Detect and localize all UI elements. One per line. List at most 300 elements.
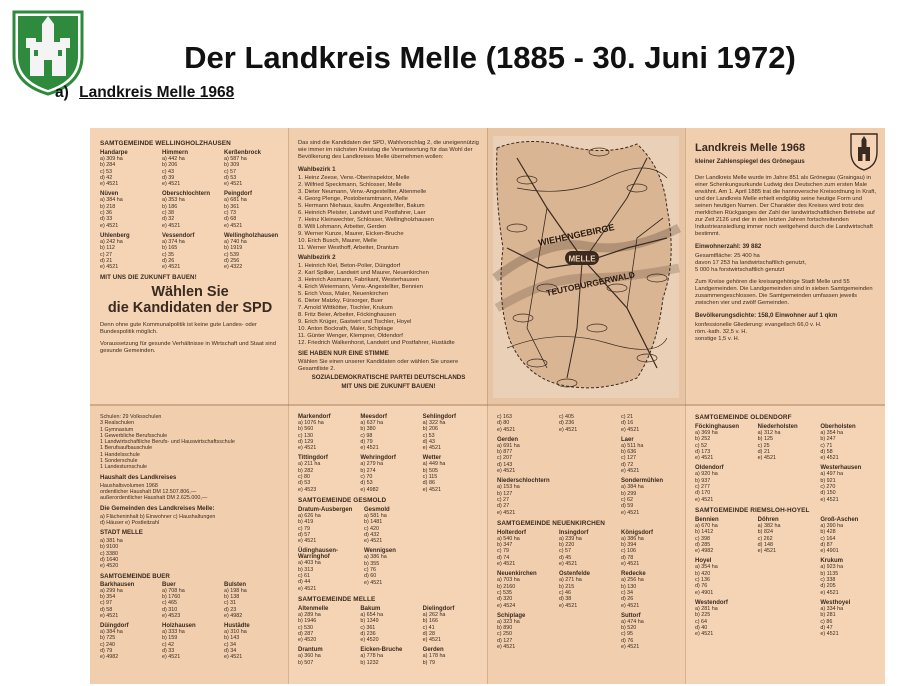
municipality-name: Redecke xyxy=(621,571,646,578)
intro-text: Das sind die Kandidaten der SPD, Wahlvorschlag 2, die uneigennützig wie immer im nächsten Kreistag die Verantwortung für das Wohl der Bevölkerung des Landkreises Melle übernehmen wollen: xyxy=(298,140,479,160)
municipality-figure: a) 239 ha xyxy=(559,535,582,542)
municipality-figure: b) 419 xyxy=(298,519,314,526)
municipality-figure: d) 28 xyxy=(422,630,435,637)
municipality-figure: a) 442 ha xyxy=(162,156,185,162)
municipality-name: Bakum xyxy=(360,605,381,612)
municipality-name: Suttorf xyxy=(621,612,641,619)
municipality-figure: a) 198 ha xyxy=(224,587,247,594)
municipality-figure: e) 4521 xyxy=(360,445,379,452)
coat-of-arms-icon xyxy=(849,132,879,172)
municipality-figure: c) 115 xyxy=(422,474,438,481)
municipality-figure: a) 178 ha xyxy=(422,653,446,660)
municipality-figure: c) 79 xyxy=(298,525,310,532)
municipality-figure: c) 64 xyxy=(695,618,707,625)
municipality-figure: b) 428 xyxy=(820,529,836,536)
text-line: 10. Erich Busch, Maurer, Melle xyxy=(298,238,377,244)
municipality-name: Insingdorf xyxy=(559,529,589,536)
municipality-row xyxy=(497,530,677,567)
municipality-figure: d) 236 xyxy=(360,630,376,637)
municipality-figure: e) 4521 xyxy=(757,455,776,462)
municipality-name: Dratum-Ausbergen xyxy=(298,506,353,513)
fold-line xyxy=(685,128,686,684)
municipality-figure: c) 250 xyxy=(497,631,512,638)
municipality-figure: d) 76 xyxy=(621,637,634,644)
county-map xyxy=(487,128,685,404)
municipality-figure: a) 384 ha xyxy=(100,197,123,204)
text-line: Gesamtfläche: 25 400 ha xyxy=(695,253,760,259)
text-line: a) 381 ha xyxy=(100,538,123,545)
municipality-figure: a) 310 ha xyxy=(224,629,247,636)
municipality-row xyxy=(695,600,877,637)
one-vote-heading: SIE HABEN NUR EINE STIMME xyxy=(298,350,389,357)
section-header: STADT MELLE xyxy=(100,529,143,537)
municipality-figure: b) 347 xyxy=(497,542,513,549)
municipality-figure: e) 4982 xyxy=(695,548,714,555)
panel-map xyxy=(487,128,685,404)
text-line: 9. Werner Kunze, Maurer, Eicken-Bruche xyxy=(298,231,404,237)
municipality-figure: b) 890 xyxy=(497,625,513,632)
municipality-figure: a) 386 ha xyxy=(364,554,387,561)
text-line: konfessionelle Gliederung: evangelisch 66,0 v. H. xyxy=(695,322,822,328)
municipality-figure: e) 4523 xyxy=(162,612,181,619)
municipality-figure: e) 4521 xyxy=(422,445,441,452)
municipality-figure: b) 284 xyxy=(100,162,116,169)
municipality-figure: a) 1076 ha xyxy=(298,420,324,426)
municipality-figure: c) 539 xyxy=(224,251,239,258)
municipality-figure: a) 581 ha xyxy=(364,512,387,519)
municipality-figure: b) 138 xyxy=(224,593,240,600)
municipality-figure: a) 354 ha xyxy=(820,430,844,436)
municipality-figure: c) 130 xyxy=(298,432,313,439)
municipality-figure: b) 2160 xyxy=(497,583,516,590)
municipality-grid xyxy=(298,414,479,493)
municipality-row xyxy=(497,437,677,474)
panel-gesmold-melle xyxy=(288,406,487,684)
municipality-name: Hustädte xyxy=(224,623,250,630)
municipality-figure: d) 72 xyxy=(621,461,634,468)
municipality-entry xyxy=(162,582,218,619)
municipality-figure: d) 432 xyxy=(364,531,380,538)
municipality-figure: b) 725 xyxy=(100,635,116,642)
municipality-entry xyxy=(100,191,156,228)
municipality-figure: e) 4521 xyxy=(364,579,383,586)
municipality-figure: d) 143 xyxy=(497,461,513,468)
municipality-name: Neuenkirchen xyxy=(497,571,537,578)
municipality-figure: c) 398 xyxy=(695,535,710,542)
municipality-figure: d) 59 xyxy=(621,503,634,510)
text-line: 6. Dieter Matzky, Fürsorger, Buer xyxy=(298,298,383,304)
municipality-figure: d) 76 xyxy=(695,583,708,590)
cover-title: Landkreis Melle 1968 xyxy=(695,142,806,154)
municipality-figure: e) 4521 xyxy=(422,486,441,493)
municipality-name: Oldendorf xyxy=(695,465,724,472)
municipality-figure: b) 247 xyxy=(820,436,836,443)
municipality-name: Königsdorf xyxy=(621,529,653,536)
municipality-figure: e) 4521 xyxy=(497,468,516,475)
municipality-entry xyxy=(224,150,280,187)
municipality-figure: e) 4521 xyxy=(559,602,578,609)
municipality-row xyxy=(100,623,280,660)
text-line: 5. Erich Voss, Maler, Neuenkirchen xyxy=(298,291,389,297)
municipality-figure: e) 4521 xyxy=(100,181,119,188)
text-line: 3 Realschulen xyxy=(100,420,135,427)
section-header: SAMTGEMEINDE OLDENDORF xyxy=(695,414,792,421)
municipality-figure: b) 380 xyxy=(360,426,376,433)
municipality-entry xyxy=(695,465,752,502)
municipality-figure: c) 240 xyxy=(100,641,115,648)
municipality-figure: e) 4521 xyxy=(820,589,839,596)
municipality-row xyxy=(100,150,280,187)
municipality-figure: a) 474 ha xyxy=(621,618,644,625)
municipality-figure: b) 159 xyxy=(162,635,178,642)
municipality-figure: c) 42 xyxy=(162,641,174,648)
section-header: SAMTGEMEINDE GESMOLD xyxy=(298,496,387,504)
municipality-figure: a) 333 ha xyxy=(162,629,185,636)
municipality-figure: e) 4521 xyxy=(621,644,640,651)
text-line: 7. Heinz Kleinwechter, Schlosser, Wellingholzhausen xyxy=(298,217,434,223)
municipality-figure: d) 26 xyxy=(621,596,634,603)
municipality-name: Gerden xyxy=(422,647,444,654)
municipality-figure: b) 220 xyxy=(559,542,575,549)
municipality-figure: b) 112 xyxy=(100,245,115,252)
municipality-figure: d) 256 xyxy=(224,257,240,264)
municipality-row xyxy=(298,548,479,591)
paragraph: Denn ohne gute Kommunalpolitik ist keine gute Landes- oder Bundespolitik möglich. xyxy=(100,322,257,336)
municipality-figure: c) 163 xyxy=(497,414,512,420)
municipality-figure: b) 313 xyxy=(298,566,314,573)
municipality-figure: a) 923 ha xyxy=(820,564,844,571)
text-line: 2. Karl Spilker, Landwirt und Maurer, Neuenkirchen xyxy=(298,270,429,276)
municipality-figure: b) 281 xyxy=(820,612,836,619)
municipality-figure: e) 4521 xyxy=(298,538,317,545)
municipality-figure: c) 136 xyxy=(695,577,710,584)
municipality-entry xyxy=(695,517,752,554)
schools-list xyxy=(100,414,280,471)
municipality-entry xyxy=(621,613,677,650)
municipality-figure: a) 211 ha xyxy=(298,461,321,468)
municipality-figure: d) 87 xyxy=(820,541,833,548)
municipality-entry xyxy=(298,414,354,451)
municipality-figure: a) 256 ha xyxy=(621,577,644,584)
text-line: 4. Erich Weiermann, Verw.-Angestellter, Bennien xyxy=(298,284,423,290)
municipality-entry xyxy=(621,478,677,515)
municipality-figure: a) 449 ha xyxy=(422,461,446,468)
text-line: d) Häuser e) Postleitzahl xyxy=(100,519,160,526)
municipality-name: Düingdorf xyxy=(100,623,129,630)
municipality-figure: d) 33 xyxy=(162,648,175,655)
municipality-figure: e) 4521 xyxy=(422,637,441,644)
municipality-entry xyxy=(360,455,416,492)
municipality-figure: c) 62 xyxy=(621,496,633,503)
municipality-entry xyxy=(621,437,677,474)
municipality-entry xyxy=(497,478,553,515)
text-line: 12. Friedrich Walkenhorst, Landwirt und Postfahrer, Hustädte xyxy=(298,340,455,346)
municipality-figure: a) 334 ha xyxy=(820,605,844,612)
municipality-figure: c) 53 xyxy=(422,432,435,439)
municipality-figure: e) 4901 xyxy=(820,548,839,555)
municipality-figure: e) 4521 xyxy=(224,222,243,229)
municipality-figure: a) 587 ha xyxy=(224,156,247,162)
municipality-figure: e) 4521 xyxy=(162,181,181,188)
municipality-figure: b) 394 xyxy=(621,542,637,549)
text-line: 1 Berufsaufbauschule xyxy=(100,445,153,452)
panel-wellingholzhausen xyxy=(90,128,288,404)
municipality-row xyxy=(497,414,677,433)
municipality-figure: c) 164 xyxy=(820,535,836,542)
municipality-figure: a) 153 ha xyxy=(497,484,520,491)
municipality-figure: a) 670 ha xyxy=(695,522,718,529)
municipality-entry xyxy=(758,600,815,637)
text-line: Schulen: 29 Volksschulen xyxy=(100,414,162,420)
municipality-figure: d) 170 xyxy=(695,490,711,497)
municipality-entry xyxy=(364,548,424,591)
municipality-entry xyxy=(298,455,354,492)
denomination-block xyxy=(695,322,877,343)
municipality-figure: b) 1946 xyxy=(298,618,317,625)
municipality-name: Uhlenberg xyxy=(100,232,130,239)
municipality-figure: c) 465 xyxy=(162,600,177,607)
municipality-figure: e) 4521 xyxy=(298,585,317,592)
municipality-figure: e) 4521 xyxy=(621,468,640,475)
density: Bevölkerungsdichte: 158,0 Einwohner auf 1 qkm xyxy=(695,312,838,319)
municipality-figure: d) 47 xyxy=(820,624,833,631)
municipality-name: Westhoyel xyxy=(820,599,851,606)
municipality-figure: a) 708 ha xyxy=(162,587,185,594)
municipality-figure: d) 23 xyxy=(224,606,237,613)
municipality-figure: c) 530 xyxy=(298,624,313,631)
municipality-figure: b) 125 xyxy=(757,436,773,443)
municipality-name: Eicken-Bruche xyxy=(360,647,403,654)
municipality-figure: d) 150 xyxy=(820,490,836,497)
municipality-figure: d) 38 xyxy=(559,596,572,603)
municipality-figure: b) 206 xyxy=(422,426,438,433)
municipality-figure: a) 920 ha xyxy=(695,471,718,478)
municipality-figure: a) 384 ha xyxy=(100,629,123,636)
text-line: 3. Heinrich Assmann, Fabrikant, Westerhausen xyxy=(298,277,420,283)
municipality-figure: b) 299 xyxy=(621,490,637,497)
municipality-figure: d) 74 xyxy=(497,554,510,561)
municipality-entry xyxy=(621,571,677,608)
municipality-figure: d) 40 xyxy=(695,624,708,631)
municipality-entry xyxy=(423,414,479,451)
municipality-row xyxy=(298,455,479,492)
municipality-figure: a) 279 ha xyxy=(360,461,384,468)
municipality-row xyxy=(695,558,877,595)
municipality-name: Himmern xyxy=(162,150,189,156)
municipality-entry xyxy=(423,647,479,666)
municipality-name: Oberschlochtern xyxy=(162,191,211,198)
municipality-figure: a) 262 ha xyxy=(422,611,446,618)
municipality-figure: c) 76 xyxy=(364,567,376,574)
municipality-entry xyxy=(559,437,615,474)
municipality-grid xyxy=(695,517,877,637)
municipality-figure: c) 34 xyxy=(224,641,236,648)
municipality-entry xyxy=(695,424,752,461)
municipality-figure: c) 27 xyxy=(100,251,112,258)
municipality-figure: d) 53 xyxy=(360,480,373,487)
municipality-figure: e) 4521 xyxy=(224,181,243,188)
text-line: 1. Heinrich Kiel, Beton-Polier, Düingdorf xyxy=(298,263,401,269)
municipality-figure: d) 53 xyxy=(298,480,311,487)
text-line: 1 Sonderschule xyxy=(100,458,138,465)
municipality-figure: c) 338 xyxy=(820,577,836,584)
municipality-figure: b) 824 xyxy=(757,529,773,536)
municipality-figure: e) 4520 xyxy=(360,637,379,644)
text-line: ordentlicher Haushalt DM 12.507.806,— xyxy=(100,488,197,495)
municipality-entry xyxy=(621,414,677,433)
text-line: 9. Erich Krüger, Gastwirt und Tischler, Hoyel xyxy=(298,319,412,325)
municipality-figure: d) 60 xyxy=(364,573,377,580)
slogan: MIT UNS DIE ZUKUNFT BAUEN! xyxy=(100,274,197,282)
municipality-figure: e) 4521 xyxy=(559,426,578,433)
municipality-figure: b) 1919 xyxy=(224,245,243,252)
municipality-name: Drantum xyxy=(298,647,323,654)
municipality-figure: a) 681 ha xyxy=(224,197,247,204)
municipality-figure: d) 21 xyxy=(757,448,770,455)
municipality-figure: d) 58 xyxy=(820,448,833,455)
municipality-figure: a) 271 ha xyxy=(559,577,582,584)
party-name: SOZIALDEMOKRATISCHE PARTEI DEUTSCHLANDS xyxy=(311,374,466,381)
municipality-figure: b) 560 xyxy=(298,426,314,433)
municipality-figure: c) 361 xyxy=(360,624,376,631)
municipality-figure: e) 4982 xyxy=(100,654,119,661)
municipality-figure: d) 39 xyxy=(162,174,175,181)
text-line: b) 9100 xyxy=(100,544,119,551)
municipality-figure: c) 98 xyxy=(360,432,373,439)
municipality-figure: a) 497 ha xyxy=(820,471,844,478)
municipality-figure: c) 34 xyxy=(621,589,633,596)
municipality-figure: e) 4521 xyxy=(497,509,516,516)
municipality-entry xyxy=(758,424,815,461)
text-line: 1 Gewerbliche Berufsschule xyxy=(100,432,168,439)
municipality-row xyxy=(695,517,877,554)
section-header: SAMTGEMEINDE WELLINGHOLZHAUSEN xyxy=(100,140,231,147)
legend-title: Die Gemeinden des Landkreises Melle: xyxy=(100,504,215,512)
municipality-grid xyxy=(497,530,677,650)
municipality-figure: a) 374 ha xyxy=(162,238,185,245)
municipality-figure: c) 71 xyxy=(820,442,833,449)
municipality-name: Bennien xyxy=(695,516,719,523)
municipality-entry xyxy=(298,647,354,666)
municipality-figure: b) 921 xyxy=(820,477,836,484)
municipality-name: Schiplage xyxy=(497,612,526,619)
municipality-figure: e) 4521 xyxy=(497,644,516,651)
municipality-figure: a) 386 ha xyxy=(621,535,644,542)
municipality-entry xyxy=(162,623,218,660)
municipality-entry xyxy=(559,414,615,433)
municipality-entry xyxy=(758,465,815,502)
municipality-entry xyxy=(820,424,877,461)
municipality-name: Bulsten xyxy=(224,581,247,588)
fold-line xyxy=(90,404,885,406)
municipality-name: Döhren xyxy=(757,516,779,523)
municipality-figure: c) 127 xyxy=(621,455,636,462)
fold-line xyxy=(487,128,488,684)
legend-list xyxy=(100,514,280,527)
municipality-figure: a) 637 ha xyxy=(360,420,384,426)
municipality-figure: c) 420 xyxy=(364,525,379,532)
text-line: röm.-kath. 32,5 v. H. xyxy=(695,329,748,335)
municipality-figure: a) 309 ha xyxy=(100,156,123,162)
municipality-figure: e) 4521 xyxy=(497,426,516,433)
coat-of-arms-icon xyxy=(8,6,88,96)
municipality-figure: b) 79 xyxy=(422,659,435,666)
municipality-grid xyxy=(100,150,280,270)
municipality-figure: a) 353 ha xyxy=(162,197,185,204)
municipality-figure: b) 215 xyxy=(559,583,575,590)
municipality-name: Wennigsen xyxy=(364,548,396,555)
population: Einwohnerzahl: 39 882 xyxy=(695,243,762,250)
text-line: 1 Landwirtschaftliche Berufs- und Hauswirtschaftsschule xyxy=(100,439,235,446)
municipality-name: Gerden xyxy=(497,436,519,443)
municipality-name: Laer xyxy=(621,436,634,443)
municipality-figure: e) 4521 xyxy=(621,426,640,433)
municipality-figure: c) 86 xyxy=(820,618,833,625)
municipality-entry xyxy=(224,233,280,270)
municipality-figure: c) 405 xyxy=(559,414,574,420)
municipality-figure: a) 703 ha xyxy=(497,577,520,584)
municipality-figure: c) 38 xyxy=(162,210,174,217)
panel-oldendorf-riemsloh xyxy=(685,406,885,684)
text-line: 5. Hermann Niehaus, kaufm. Angestellter, Bakum xyxy=(298,203,425,209)
text-line: 8. Willi Lohmann, Arbeiter, Gerden xyxy=(298,224,387,230)
municipality-name: Buer xyxy=(162,581,176,588)
municipality-figure: e) 4521 xyxy=(820,455,839,462)
text-line: 7. Arnold Wittkötter, Tischler, Krukum xyxy=(298,305,393,311)
municipality-row xyxy=(695,424,877,461)
municipality-row xyxy=(298,647,479,666)
municipality-name: Hoyel xyxy=(695,558,712,565)
subtitle-link[interactable]: Landkreis Melle 1968 xyxy=(79,84,235,101)
municipality-figure: d) 27 xyxy=(497,503,510,510)
municipality-name: Tittingdorf xyxy=(298,455,328,462)
text-line: sonstige 1,5 v. H. xyxy=(695,336,740,342)
municipality-entry xyxy=(497,530,553,567)
municipality-figure: b) 355 xyxy=(364,560,380,567)
municipality-row xyxy=(497,478,677,515)
municipality-figure: b) 282 xyxy=(298,467,314,474)
municipality-figure: b) 130 xyxy=(621,583,637,590)
municipality-name: Markendorf xyxy=(298,414,331,420)
municipality-figure: e) 4521 xyxy=(621,509,640,516)
municipality-figure: d) 43 xyxy=(422,438,435,445)
municipality-entry xyxy=(364,507,424,544)
municipality-figure: e) 4521 xyxy=(820,496,839,503)
municipality-entry xyxy=(100,582,156,619)
municipality-figure: c) 262 xyxy=(757,535,773,542)
district-title: Wahlbezirk 1 xyxy=(298,166,336,173)
municipality-entry xyxy=(100,233,156,270)
municipality-figure: d) 21 xyxy=(100,257,113,264)
text-line: 4. Georg Plenge, Postoberamtmann, Melle xyxy=(298,196,408,202)
municipality-entry xyxy=(497,414,553,433)
text-line: c) 3380 xyxy=(100,550,118,557)
fold-line xyxy=(288,128,289,684)
municipality-figure: e) 4521 xyxy=(100,612,119,619)
cover-text: Der Landkreis Melle wurde im Jahre 851 als Grönegau (Graingau) in einer Schenkungsurkunde Ludwig des Deutschen zum ersten Male erwähnt. Am 1. April 1885 trat die hannoversche Kreisordnung in Kraft, und der Landkreis Melle erhielt endgültig seine heutige Form und seinen heutigen Namen. Der Charakter des Kreises wird trotz des merklichen Rückganges der Zahl der landwirtschaftlichen Betriebe auf zur Zeit 2126 und der in den letzten Jahren fortschreitenden Industrieansiedlung immer noch weitgehend durch die Landwirtschaft bestimmt. xyxy=(695,175,877,237)
cover-subtitle: kleiner Zahlenspiegel des Grönegaus xyxy=(695,158,805,165)
municipality-figure: c) 31 xyxy=(224,600,236,607)
text-line: 5 000 ha forstwirtschaftlich genutzt xyxy=(695,267,785,273)
municipality-figure: a) 740 ha xyxy=(224,238,247,245)
map-label-teutoburgerwald: TEUTOBURGERWALD xyxy=(545,269,636,298)
municipality-name: Wehringdorf xyxy=(360,455,396,462)
municipality-figure: e) 4523 xyxy=(298,486,317,493)
municipality-figure: b) 420 xyxy=(695,570,711,577)
municipality-figure: e) 4521 xyxy=(695,631,714,638)
text-line: a) Flächeninhalt b) Einwohner c) Haushaltungen xyxy=(100,513,216,520)
municipality-figure: e) 4521 xyxy=(559,561,578,568)
